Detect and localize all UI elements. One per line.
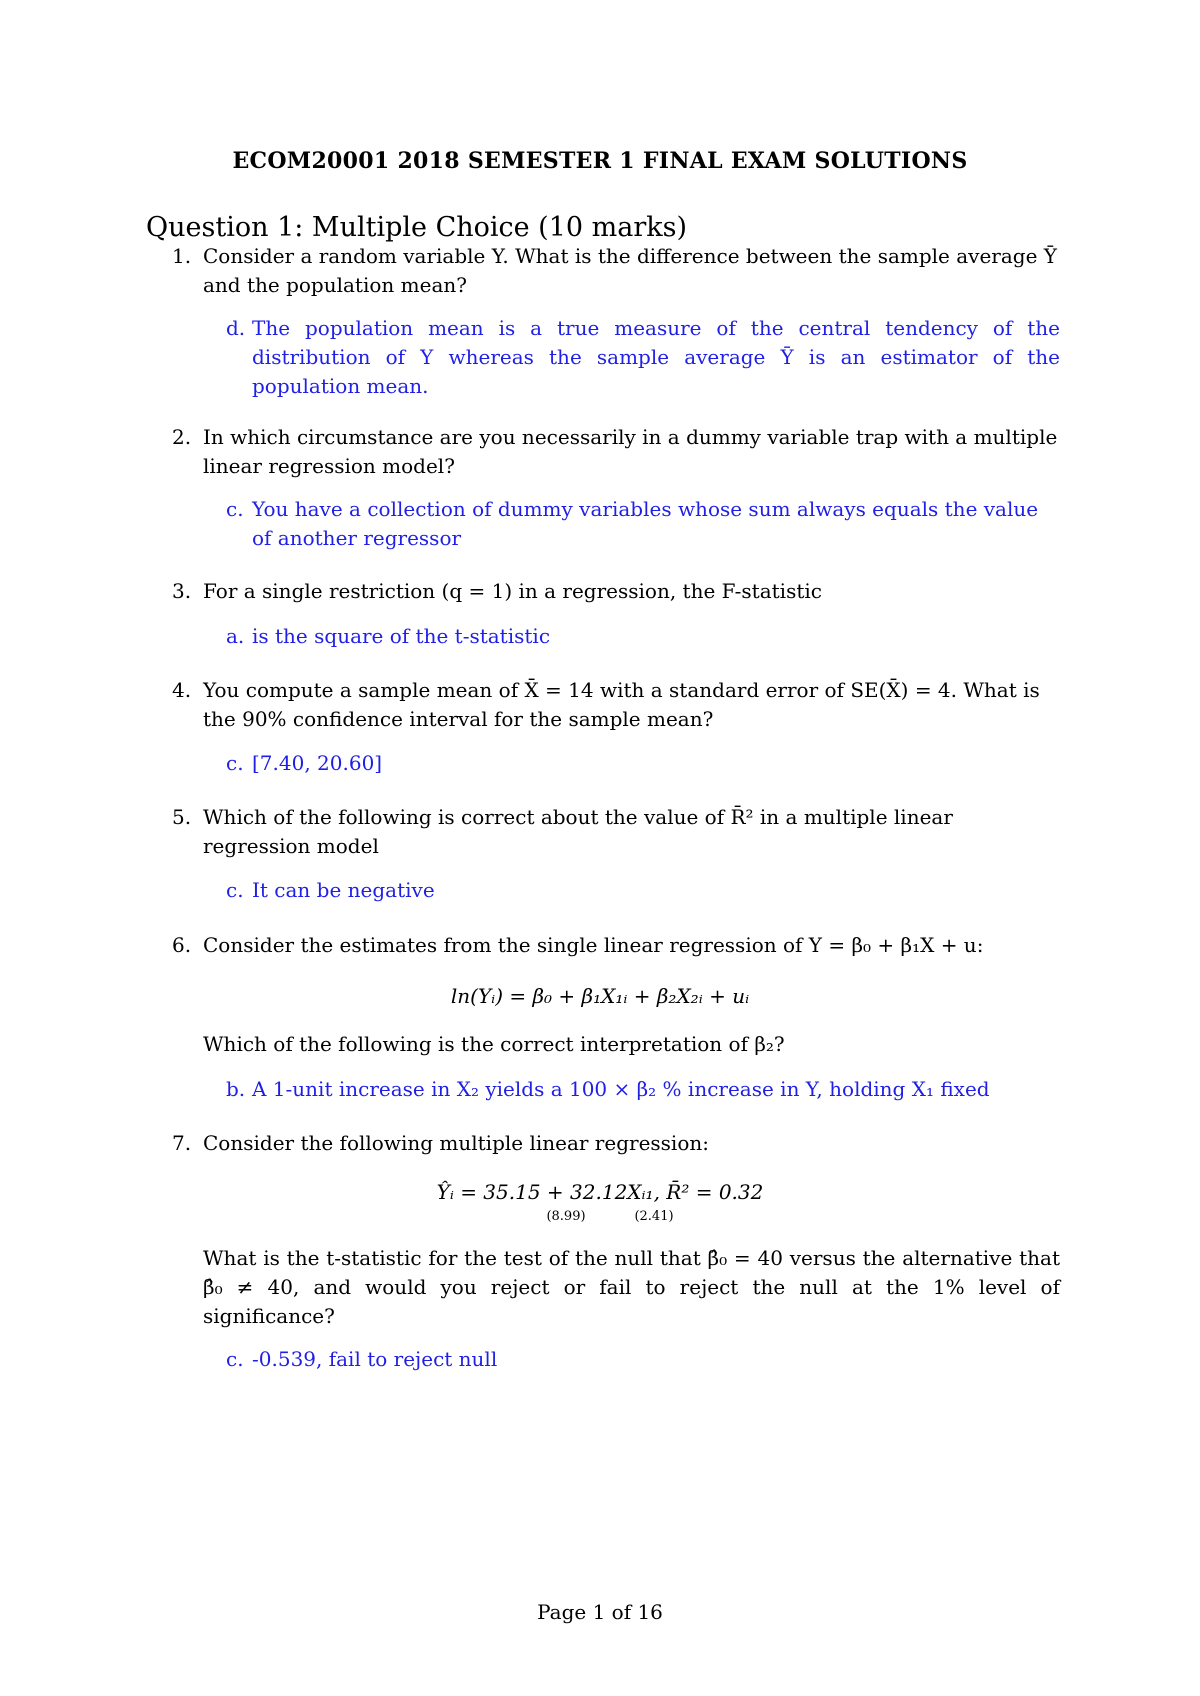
equation-7: Ŷᵢ = 35.15 + 32.12Xᵢ₁, R̄² = 0.32 [436, 1180, 764, 1204]
answer-2 [226, 495, 1060, 553]
answer-letter: d. [226, 316, 246, 340]
question-text: Consider the estimates from the single linear regression of Y = β₀ + β₁X + u: [203, 933, 984, 957]
question-4 [172, 676, 1060, 734]
standard-error-intercept: (8.99) [546, 1209, 586, 1224]
question-number: 7. [172, 1131, 192, 1155]
answer-text: is the square of the t-statistic [252, 624, 551, 648]
question-7-followup: What is the t-statistic for the test of the null that β̂₀ = 40 versus the alternative that β̂₀ ≠ 40, and would you reject or fail to reject the null at the 1% level of significance? [203, 1246, 1060, 1328]
question-2 [172, 423, 1060, 481]
question-1 [172, 242, 1060, 300]
question-6 [172, 931, 1060, 960]
question-text: In which circumstance are you necessarily in a dummy variable trap with a multiple linear regression model? [203, 425, 1058, 478]
answer-4 [226, 749, 1060, 778]
question-number: 5. [172, 805, 192, 829]
answer-letter: c. [226, 878, 244, 902]
answer-text: [7.40, 20.60] [252, 751, 383, 775]
answer-letter: b. [226, 1077, 246, 1101]
page-footer: Page 1 of 16 [537, 1600, 663, 1624]
question-6-followup: Which of the following is the correct interpretation of β₂? [203, 1032, 785, 1056]
question-7 [172, 1129, 1060, 1158]
answer-letter: a. [226, 624, 245, 648]
answer-6 [226, 1075, 1060, 1104]
standard-error-slope: (2.41) [634, 1209, 674, 1224]
answer-1 [226, 314, 1060, 401]
answer-letter: c. [226, 751, 244, 775]
answer-text: It can be negative [252, 878, 435, 902]
question-3 [172, 577, 1060, 606]
document-title: ECOM20001 2018 SEMESTER 1 FINAL EXAM SOLUTIONS [232, 148, 968, 174]
answer-text: A 1-unit increase in X₂ yields a 100 × β₂ % increase in Y, holding X₁ fixed [252, 1077, 990, 1101]
question-text: Consider the following multiple linear regression: [203, 1131, 709, 1155]
answer-letter: c. [226, 497, 244, 521]
answer-3 [226, 622, 1060, 651]
question-text: Consider a random variable Y. What is the difference between the sample average Ȳ and the population mean? [203, 244, 1057, 297]
question-number: 1. [172, 244, 192, 268]
question-number: 4. [172, 678, 192, 702]
question-5 [172, 803, 1060, 861]
equation-6: ln(Yᵢ) = β₀ + β₁X₁ᵢ + β₂X₂ᵢ + uᵢ [450, 984, 750, 1008]
question-number: 2. [172, 425, 192, 449]
answer-7 [226, 1345, 1060, 1374]
answer-text: -0.539, fail to reject null [252, 1347, 498, 1371]
question-text: Which of the following is correct about the value of R̄² in a multiple linear regression model [203, 805, 953, 858]
answer-5 [226, 876, 1060, 905]
question-text: You compute a sample mean of X̄ = 14 with a standard error of SE(X̄) = 4. What is the 90% confidence interval for the sample mean? [203, 678, 1040, 731]
question-number: 3. [172, 579, 192, 603]
answer-text: You have a collection of dummy variables whose sum always equals the value of another regressor [252, 497, 1039, 550]
answer-letter: c. [226, 1347, 244, 1371]
question-number: 6. [172, 933, 192, 957]
answer-text: The population mean is a true measure of the central tendency of the distribution of Y whereas the sample average Ȳ is an estimator of the population mean. [252, 316, 1060, 398]
question-text: For a single restriction (q = 1) in a regression, the F-statistic [203, 579, 822, 603]
section-title: Question 1: Multiple Choice (10 marks) [146, 212, 688, 243]
